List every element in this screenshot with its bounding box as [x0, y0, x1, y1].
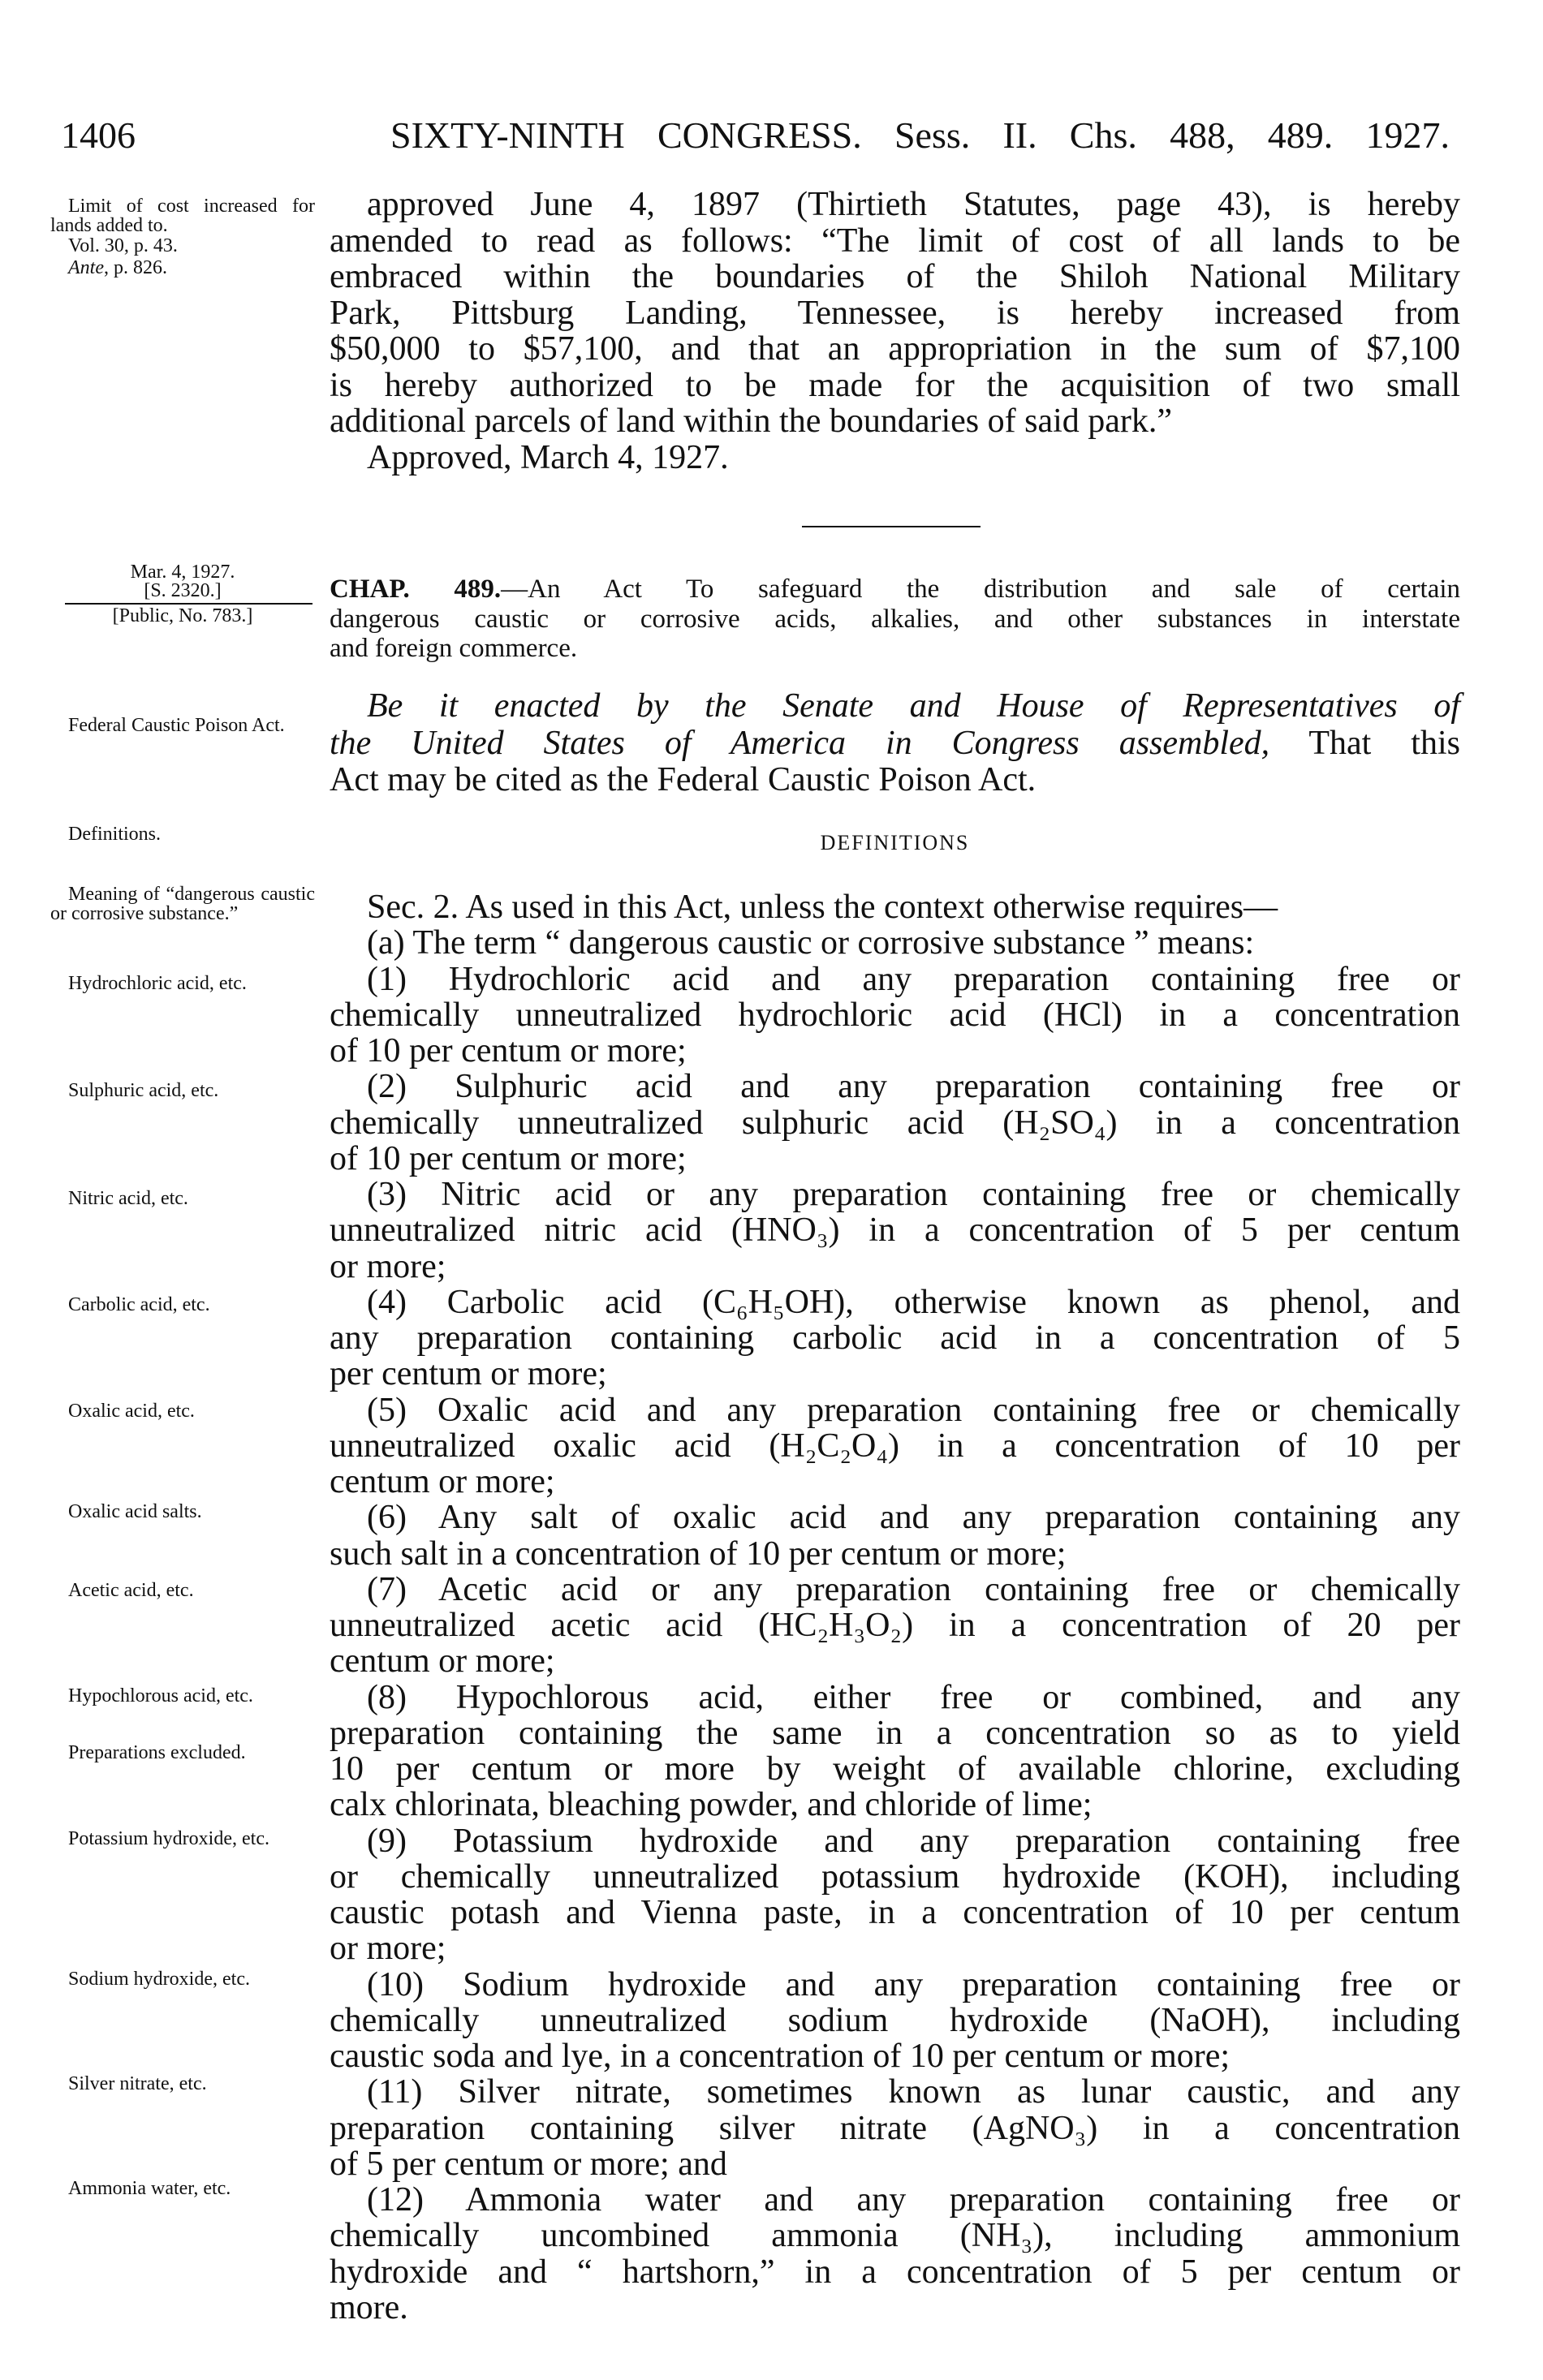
section2-line: 10 per centum or more by weight of available chlorine, excluding	[330, 1750, 1460, 1788]
margin-note-ante-ref	[50, 258, 315, 278]
margin-note-public-no: [Public, No. 783.]	[112, 605, 253, 626]
section2-line: (12) Ammonia water and any preparation containing free or	[367, 2181, 1460, 2219]
section2-line: (10) Sodium hydroxide and any preparation containing free or	[367, 1965, 1460, 2003]
section2-line: (9) Potassium hydroxide and any preparation containing free	[367, 1822, 1460, 1860]
section2-line: unneutralized nitric acid (HNO₃) in a concentration of 5 per centum	[330, 1212, 1460, 1250]
margin-note-limit-of-cost: Limit of cost increased for lands added to.	[50, 196, 315, 236]
section2-line: more.	[330, 2288, 408, 2326]
section2-line: (a) The term “ dangerous caustic or corrosive substance ” means:	[367, 924, 1255, 962]
section2-line: preparation containing silver nitrate (AgNO₃) in a concentration	[330, 2109, 1460, 2147]
margin-note-silver: Silver nitrate, etc.	[68, 2073, 207, 2094]
margin-note-oxalic-salts: Oxalic acid salts.	[68, 1501, 202, 1522]
section2-line: of 10 per centum or more;	[330, 1032, 687, 1069]
margin-note-preparations-excluded: Preparations excluded.	[68, 1742, 246, 1763]
chap489_title-line: and foreign commerce.	[330, 634, 578, 663]
section2-line: centum or more;	[330, 1463, 555, 1500]
margin-note-bill: [S. 2320.]	[144, 580, 222, 601]
chap488_end-line: is hereby authorized to be made for the acquisition of two small	[330, 366, 1460, 404]
margin-note-ammonia: Ammonia water, etc.	[68, 2178, 231, 2199]
section2-line: or more;	[330, 1247, 446, 1285]
section2-line: any preparation containing carbolic acid in a concentration of 5	[330, 1319, 1460, 1357]
section2-line: such salt in a concentration of 10 per centum or more;	[330, 1534, 1067, 1573]
section2-line: unneutralized oxalic acid (H₂C₂O₄) in a concentration of 10 per	[330, 1427, 1460, 1465]
section2-line: per centum or more;	[330, 1355, 607, 1393]
section2-line: (5) Oxalic acid and any preparation containing free or chemically	[367, 1391, 1460, 1429]
section2-line: (7) Acetic acid or any preparation containing free or chemically	[367, 1570, 1460, 1608]
running-head: SIXTY-NINTH CONGRESS. Sess. II. Chs. 488, 489. 1927.	[390, 114, 1450, 156]
margin-note-hydrochloric: Hydrochloric acid, etc.	[68, 973, 247, 994]
margin-divider	[65, 603, 312, 605]
section2-line: (11) Silver nitrate, sometimes known as lunar caustic, and any	[367, 2073, 1460, 2111]
margin-note-oxalic: Oxalic acid, etc.	[68, 1401, 195, 1422]
enacting-line: Act may be cited as the Federal Caustic Poison Act.	[330, 761, 1037, 798]
ante-italic: Ante	[68, 257, 104, 278]
section2-line: unneutralized acetic acid (HC₂H₃O₂) in a concentration of 20 per	[330, 1607, 1460, 1644]
section2-line: preparation containing the same in a concentration so as to yield	[330, 1714, 1460, 1752]
chap488_end-line: embraced within the boundaries of the Shiloh National Military	[330, 258, 1460, 295]
margin-note-federal-caustic: Federal Caustic Poison Act.	[68, 715, 285, 736]
section2-line: chemically unneutralized sodium hydroxide (NaOH), including	[330, 2001, 1460, 2039]
section2-line: of 5 per centum or more; and	[330, 2145, 727, 2183]
section2-line: Sec. 2. As used in this Act, unless the context otherwise requires—	[367, 889, 1278, 926]
margin-note-meaning: Meaning of “dangerous caustic or corrosive substance.”	[50, 884, 315, 924]
margin-note-date: Mar. 4, 1927.	[130, 562, 235, 583]
section2-line: (4) Carbolic acid (C₆H₅OH), otherwise known as phenol, and	[367, 1283, 1460, 1321]
chap488_end-line: Approved, March 4, 1927.	[367, 438, 729, 476]
section2-line: chemically unneutralized sulphuric acid (H₂SO₄) in a concentration	[330, 1104, 1460, 1142]
section2-line: (8) Hypochlorous acid, either free or combined, and any	[367, 1678, 1460, 1716]
chap489_title-line: CHAP. 489.—An Act To safeguard the distribution and sale of certain	[330, 575, 1461, 604]
chap488_end-line: Park, Pittsburg Landing, Tennessee, is hereby increased from	[330, 294, 1460, 332]
section2-line: or chemically unneutralized potassium hydroxide (KOH), including	[330, 1857, 1460, 1896]
definitions-heading: DEFINITIONS	[820, 831, 970, 854]
section2-line: of 10 per centum or more;	[330, 1139, 687, 1177]
margin-note-vol-ref: Vol. 30, p. 43.	[68, 235, 178, 256]
section2-line: calx chlorinata, bleaching powder, and chloride of lime;	[330, 1786, 1093, 1824]
section2-line: hydroxide and “ hartshorn,” in a concentration of 5 per centum or	[330, 2253, 1460, 2291]
margin-note-potassium: Potassium hydroxide, etc.	[68, 1828, 269, 1849]
chap489_title-line: dangerous caustic or corrosive acids, alkalies, and other substances in interstate	[330, 604, 1460, 634]
chap488_end-line: amended to read as follows: “The limit of cost of all lands to be	[330, 222, 1460, 260]
section2-line: chemically unneutralized hydrochloric acid (HCl) in a concentration	[330, 996, 1460, 1034]
section2-line: (1) Hydrochloric acid and any preparation containing free or	[367, 960, 1460, 998]
chap488_end-line: additional parcels of land within the boundaries of said park.”	[330, 402, 1173, 440]
section-divider	[802, 526, 981, 527]
section2-line: (2) Sulphuric acid and any preparation containing free or	[367, 1068, 1460, 1106]
margin-note-definitions: Definitions.	[68, 824, 161, 845]
section2-line: caustic soda and lye, in a concentration of 10 per centum or more;	[330, 2038, 1231, 2075]
section2-line: caustic potash and Vienna paste, in a concentration of 10 per centum	[330, 1894, 1460, 1931]
margin-note-sodium: Sodium hydroxide, etc.	[68, 1969, 250, 1990]
enacting-line: the United States of America in Congress assembled, That this	[330, 724, 1460, 762]
margin-note-carbolic: Carbolic acid, etc.	[68, 1294, 210, 1315]
margin-note-hypochlorous: Hypochlorous acid, etc.	[68, 1685, 253, 1706]
section2-line: centum or more;	[330, 1642, 555, 1681]
section2-line: or more;	[330, 1930, 446, 1968]
margin-note-sulphuric: Sulphuric acid, etc.	[68, 1080, 219, 1101]
margin-note-nitric: Nitric acid, etc.	[68, 1188, 188, 1209]
section2-line: (6) Any salt of oxalic acid and any preparation containing any	[367, 1499, 1460, 1537]
margin-note-acetic: Acetic acid, etc.	[68, 1580, 194, 1601]
chap488_end-line: approved June 4, 1897 (Thirtieth Statutes, page 43), is hereby	[367, 186, 1460, 223]
section2-line: (3) Nitric acid or any preparation containing free or chemically	[367, 1176, 1460, 1213]
chap488_end-line: $50,000 to $57,100, and that an appropriation in the sum of $7,100	[330, 330, 1460, 368]
enacting-line: Be it enacted by the Senate and House of Representatives of	[367, 687, 1460, 725]
section2-line: chemically uncombined ammonia (NH₃), including ammonium	[330, 2217, 1460, 2255]
page-number: 1406	[61, 114, 136, 156]
ante-page: , p. 826.	[103, 257, 167, 278]
